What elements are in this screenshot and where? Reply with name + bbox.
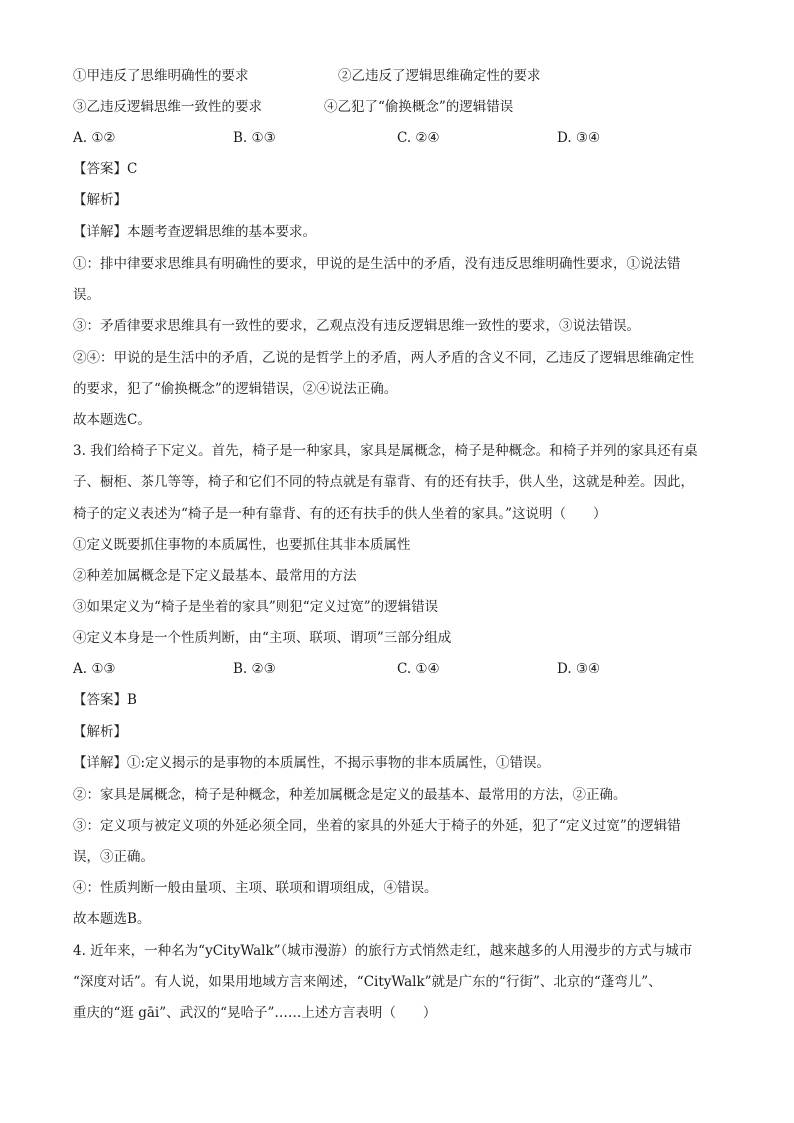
question-stem-line: 椅子的定义表述为“椅子是一种有靠背、有的还有扶手的供人坐着的家具。”这说明（ ）: [73, 506, 607, 522]
question-stem-line: 4. 近年来，一种名为“yCityWalk”（城市漫游）的旅行方式悄然走红，越来越多的人用漫步的方式与城市: [73, 943, 693, 959]
detail-line: 【详解】①:定义揭示的是事物的本质属性，不揭示事物的非本质属性，①错误。: [73, 755, 551, 771]
detail-line: ①：排中律要求思维具有明确性的要求，甲说的是生活中的矛盾，没有违反思维明确性要求，①说法错: [73, 256, 681, 272]
conclusion-line: 故本题选C。: [73, 412, 151, 428]
choice-c: C. ①④: [397, 661, 440, 677]
question-stem-line: 3. 我们给椅子下定义。首先，椅子是一种家具，家具是属概念，椅子是种概念。和椅子并列的家具还有桌: [73, 443, 698, 459]
question-stem-line: 子、橱柜、茶几等等，椅子和它们不同的特点就是有靠背、有的还有扶手，供人坐，这就是种差。因此，: [73, 474, 694, 490]
choice-c: C. ②④: [397, 130, 440, 146]
choice-b: B. ①③: [233, 130, 276, 146]
option-3: ③如果定义为“椅子是坐着的家具”则犯“定义过宽”的逻辑错误: [73, 599, 439, 615]
option-2: ②种差加属概念是下定义最基本、最常用的方法: [73, 568, 357, 584]
option-3: ③乙违反逻辑思维一致性的要求: [73, 99, 262, 115]
choice-a: A. ①②: [73, 130, 116, 146]
detail-line: ④：性质判断一般由量项、主项、联项和谓项组成，④错误。: [73, 880, 438, 896]
detail-line: 误。: [73, 287, 100, 303]
choice-a: A. ①③: [73, 661, 116, 677]
analysis-label: 【解析】: [73, 192, 127, 208]
detail-line: 的要求，犯了“偷换概念”的逻辑错误，②④说法正确。: [73, 381, 398, 397]
option-1: ①甲违反了思维明确性的要求: [73, 68, 249, 84]
choice-b: B. ②③: [233, 661, 276, 677]
detail-line: 误，③正确。: [73, 849, 154, 865]
choice-d: D. ③④: [557, 661, 601, 677]
detail-line: ③：定义项与被定义项的外延必须全同，坐着的家具的外延大于椅子的外延，犯了“定义过宽”的逻辑错: [73, 818, 681, 834]
question-stem-line: 重庆的“逛 gāi”、武汉的“晃哈子”……上述方言表明（ ）: [73, 1005, 437, 1021]
answer-label: 【答案】C: [73, 161, 138, 177]
detail-line: ②④：甲说的是生活中的矛盾，乙说的是哲学上的矛盾，两人矛盾的含义不同，乙违反了逻辑思维确定性: [73, 350, 694, 366]
detail-line: ②：家具是属概念，椅子是种概念，种差加属概念是定义的最基本、最常用的方法，②正确。: [73, 787, 627, 803]
option-4: ④乙犯了“偷换概念”的逻辑错误: [324, 99, 514, 115]
detail-line: ③：矛盾律要求思维具有一致性的要求，乙观点没有违反逻辑思维一致性的要求，③说法错误。: [73, 318, 640, 334]
option-2: ②乙违反了逻辑思维确定性的要求: [338, 68, 541, 84]
option-4: ④定义本身是一个性质判断，由“主项、联项、谓项”三部分组成: [73, 630, 452, 646]
answer-label: 【答案】B: [73, 692, 137, 708]
analysis-label: 【解析】: [73, 724, 127, 740]
conclusion-line: 故本题选B。: [73, 911, 151, 927]
question-stem-line: “深度对话”。有人说，如果用地域方言来阐述，“CityWalk”就是广东的“行街”、北京的“蓬弯儿”、: [73, 974, 662, 990]
option-1: ①定义既要抓住事物的本质属性，也要抓住其非本质属性: [73, 537, 411, 553]
choice-d: D. ③④: [557, 130, 601, 146]
detail-line: 【详解】本题考查逻辑思维的基本要求。: [73, 224, 316, 240]
